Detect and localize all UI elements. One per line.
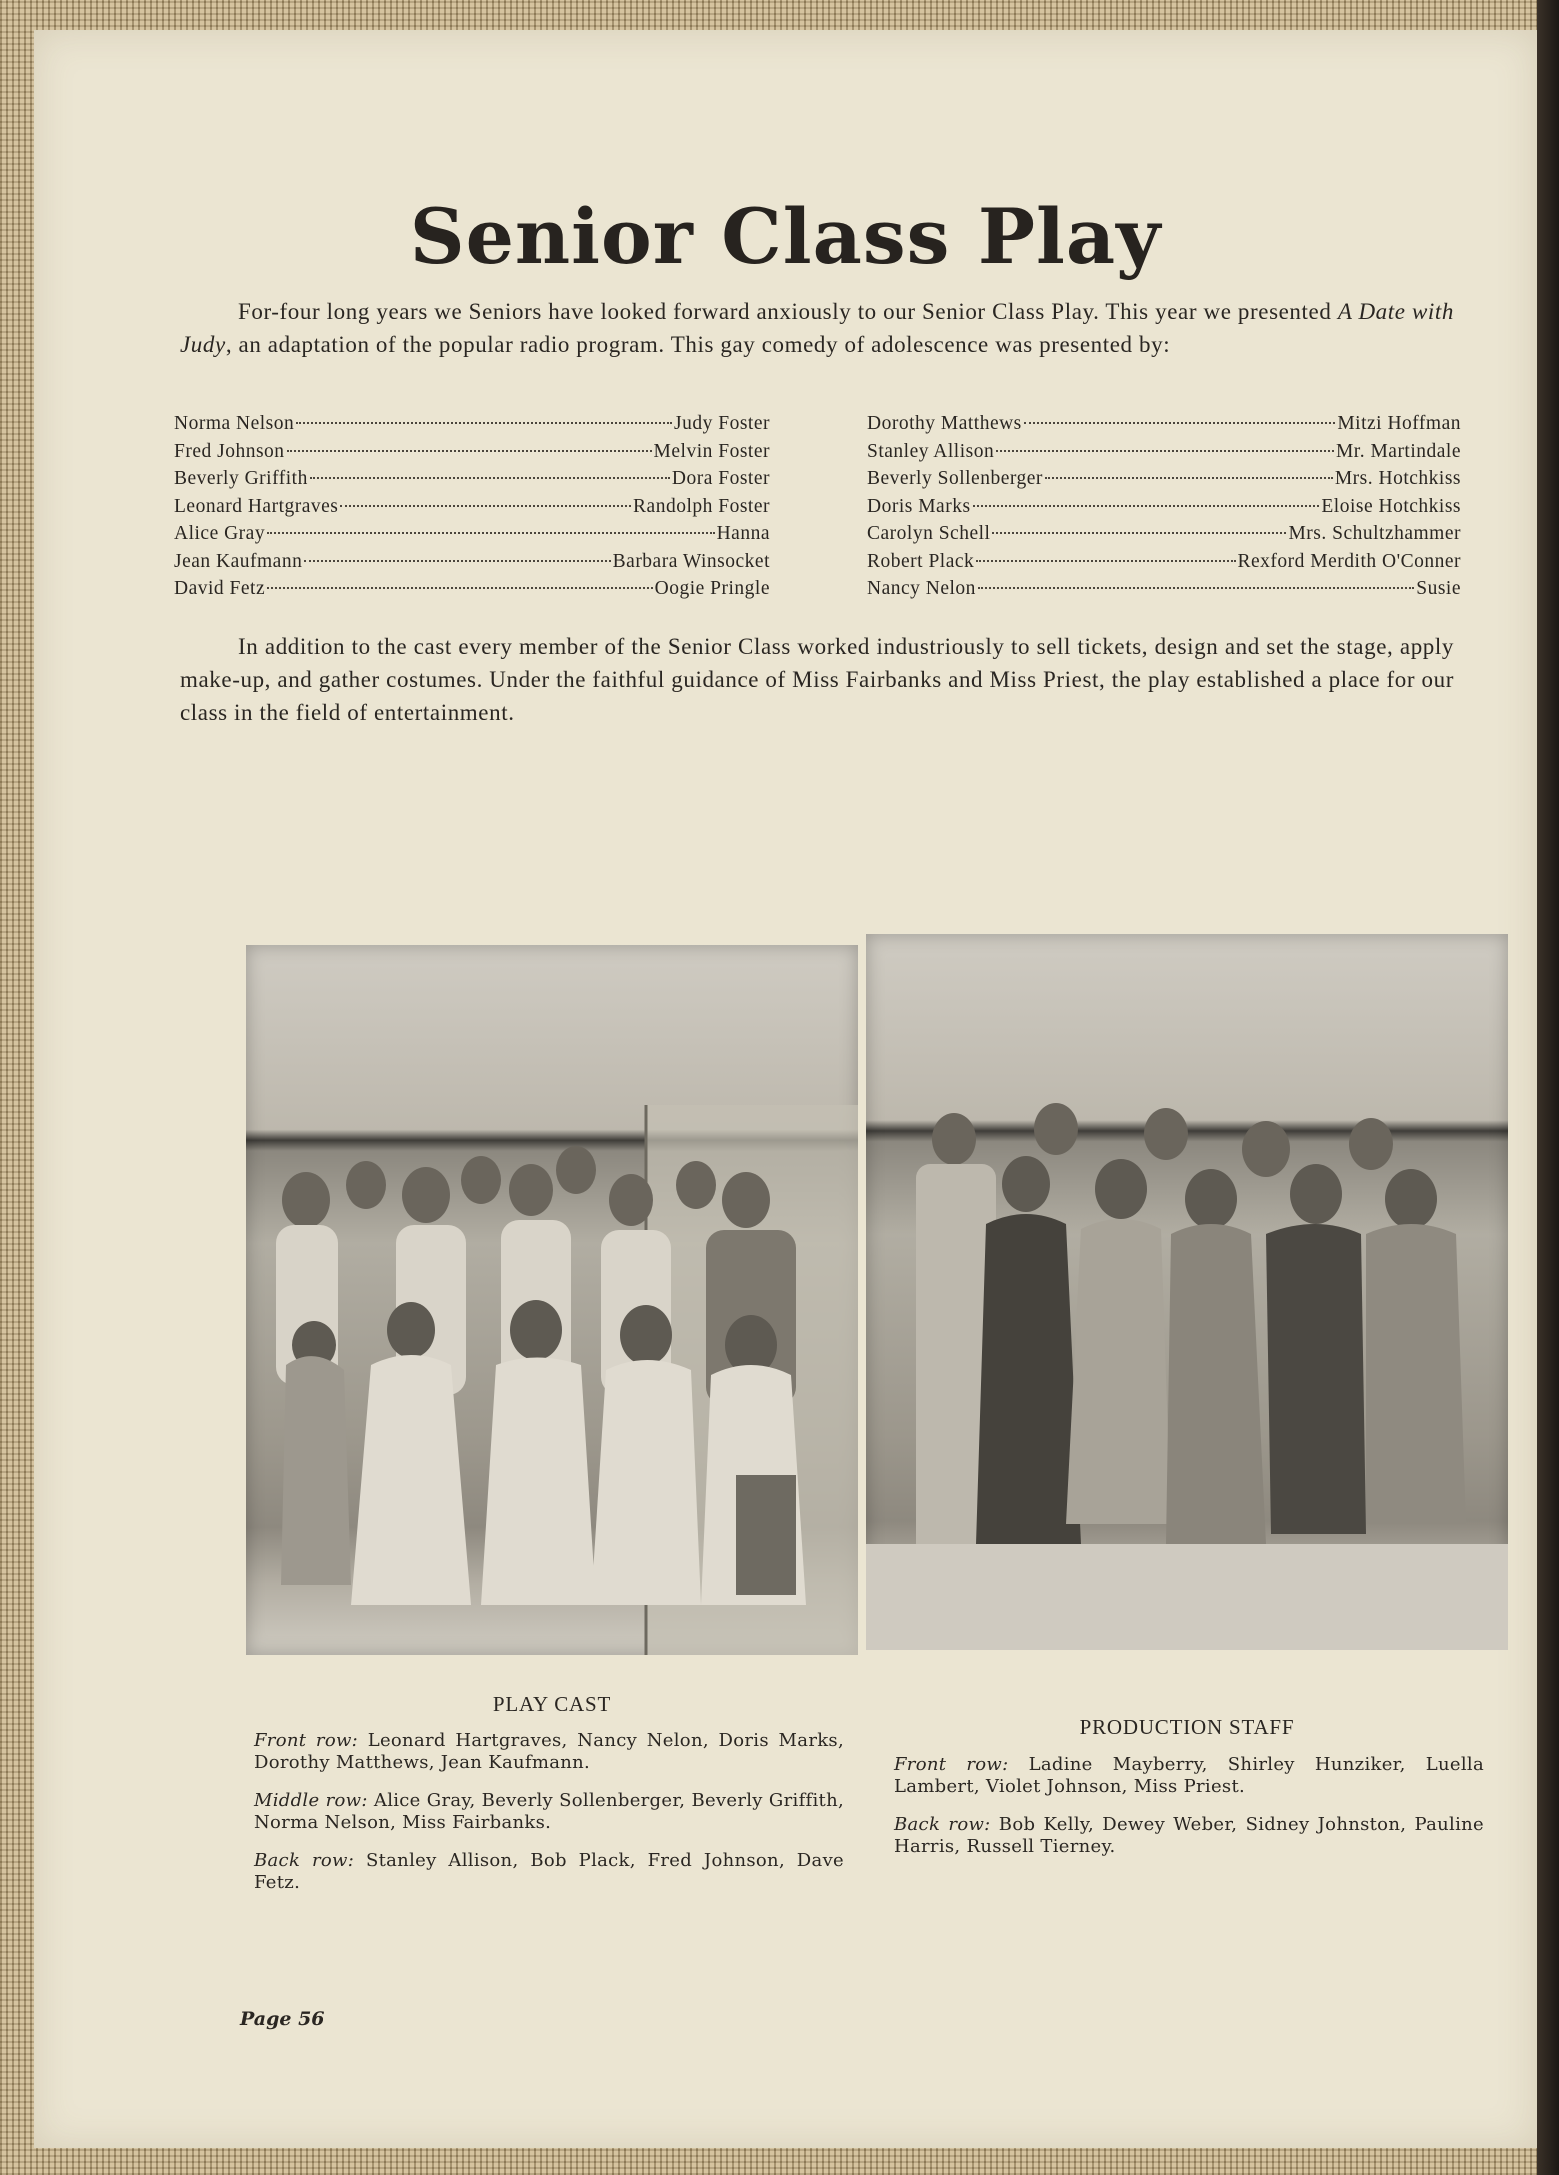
actor-name: Doris Marks xyxy=(867,495,971,517)
dot-leader xyxy=(992,532,1286,534)
yearbook-page xyxy=(34,30,1537,2148)
row-label: Middle row: xyxy=(254,1790,368,1811)
group-photo-figures xyxy=(866,934,1508,1650)
cast-entry xyxy=(867,520,1461,548)
production-staff-photo xyxy=(866,934,1508,1650)
actor-name: Dorothy Matthews xyxy=(867,413,1022,434)
cast-entry xyxy=(867,548,1461,576)
actor-name: Stanley Allison xyxy=(867,440,995,462)
dot-leader xyxy=(267,587,653,589)
caption-row xyxy=(254,1790,844,1834)
actor-name: David Fetz xyxy=(174,578,266,599)
role-name: Mr. Martindale xyxy=(1335,440,1461,462)
dot-leader xyxy=(340,505,631,507)
caption-row xyxy=(894,1754,1484,1798)
dot-leader xyxy=(1024,422,1336,424)
cast-entry xyxy=(867,438,1461,466)
cast-entry xyxy=(174,493,770,521)
role-name: Mrs. Hotchkiss xyxy=(1334,468,1461,489)
page-number: Page 56 xyxy=(240,2008,325,2030)
cast-entry xyxy=(867,465,1461,493)
actor-name: Alice Gray xyxy=(174,523,266,544)
play-cast-caption xyxy=(254,1730,844,1910)
cast-list-left xyxy=(174,410,770,603)
row-label: Front row: xyxy=(894,1754,1009,1775)
production-staff-caption xyxy=(894,1754,1484,1874)
actor-name: Nancy Nelon xyxy=(867,578,976,599)
actor-name: Leonard Hartgraves xyxy=(174,495,339,517)
dot-leader xyxy=(287,450,652,452)
dot-leader xyxy=(996,450,1334,452)
role-name: Melvin Foster xyxy=(653,440,770,462)
role-name: Eloise Hotchkiss xyxy=(1321,495,1461,517)
page-title: Senior Class Play xyxy=(409,192,1162,281)
row-names: Alice Gray, Beverly Sollenberger, Beverly Griffith, Norma Nelson, Miss Fairbanks. xyxy=(254,1790,845,1833)
role-name: Barbara Winsocket xyxy=(612,550,770,572)
cast-entry xyxy=(867,493,1461,521)
addition-paragraph: In addition to the cast every member of the Senior Class worked industriously to sell tickets, design and set the stage, apply make-up, and gather costumes. Under the faithful guidance of Miss Fairbanks and Miss Priest, the play established a place for our class in the field of entertainment. xyxy=(180,634,1454,725)
row-label: Back row: xyxy=(254,1850,355,1871)
actor-name: Beverly Griffith xyxy=(174,468,308,489)
role-name: Hanna xyxy=(716,523,770,544)
caption-row xyxy=(254,1730,844,1774)
caption-row xyxy=(254,1850,844,1894)
cast-entry xyxy=(174,410,770,438)
group-photo-figures xyxy=(246,945,858,1655)
play-title: A Date with Judy xyxy=(180,299,1454,357)
book-spine xyxy=(1537,0,1559,2175)
actor-name: Beverly Sollenberger xyxy=(867,468,1043,489)
role-name: Judy Foster xyxy=(674,413,770,434)
dot-leader xyxy=(304,560,610,562)
dot-leader xyxy=(310,477,670,479)
dot-leader xyxy=(296,422,672,424)
play-cast-photo xyxy=(246,945,858,1655)
role-name: Dora Foster xyxy=(671,468,770,489)
cast-list-right xyxy=(867,410,1461,603)
dot-leader xyxy=(973,505,1320,507)
cast-entry xyxy=(174,438,770,466)
cast-entry xyxy=(174,548,770,576)
dot-leader xyxy=(978,587,1414,589)
cast-entry xyxy=(867,575,1461,603)
cast-entry xyxy=(174,465,770,493)
role-name: Rexford Merdith O'Conner xyxy=(1237,550,1461,572)
cast-entry xyxy=(867,410,1461,438)
role-name: Randolph Foster xyxy=(633,495,770,517)
dot-leader xyxy=(976,560,1235,562)
actor-name: Carolyn Schell xyxy=(867,523,991,544)
actor-name: Robert Plack xyxy=(867,550,975,572)
role-name: Oogie Pringle xyxy=(654,578,770,599)
dot-leader xyxy=(1045,477,1333,479)
role-name: Susie xyxy=(1416,578,1461,599)
cast-entry xyxy=(174,575,770,603)
actor-name: Norma Nelson xyxy=(174,413,295,434)
role-name: Mrs. Schultzhammer xyxy=(1288,523,1461,544)
intro-text-start: For-four long years we Seniors have looked forward anxiously to our Senior Class Play. This year we presented xyxy=(238,299,1338,324)
intro-text-end: , an adaptation of the popular radio program. This gay comedy of adolescence was presented by: xyxy=(225,332,1171,357)
dot-leader xyxy=(267,532,715,534)
row-names: Ladine Mayberry, Shirley Hunziker, Luella Lambert, Violet Johnson, Miss Priest. xyxy=(894,1754,1484,1797)
cast-entry xyxy=(174,520,770,548)
actor-name: Jean Kaufmann xyxy=(174,550,303,572)
row-label: Back row: xyxy=(894,1814,991,1835)
play-cast-heading: PLAY CAST xyxy=(492,1692,612,1716)
actor-name: Fred Johnson xyxy=(174,440,285,462)
row-names: Leonard Hartgraves, Nancy Nelon, Doris Marks, Dorothy Matthews, Jean Kaufmann. xyxy=(254,1730,844,1773)
role-name: Mitzi Hoffman xyxy=(1337,413,1461,434)
row-label: Front row: xyxy=(254,1730,359,1751)
caption-row xyxy=(894,1814,1484,1858)
production-staff-heading: PRODUCTION STAFF xyxy=(1079,1715,1295,1739)
row-names: Stanley Allison, Bob Plack, Fred Johnson, Dave Fetz. xyxy=(254,1850,844,1893)
row-names: Bob Kelly, Dewey Weber, Sidney Johnston, Pauline Harris, Russell Tierney. xyxy=(894,1814,1484,1857)
intro-paragraph xyxy=(180,295,1454,361)
